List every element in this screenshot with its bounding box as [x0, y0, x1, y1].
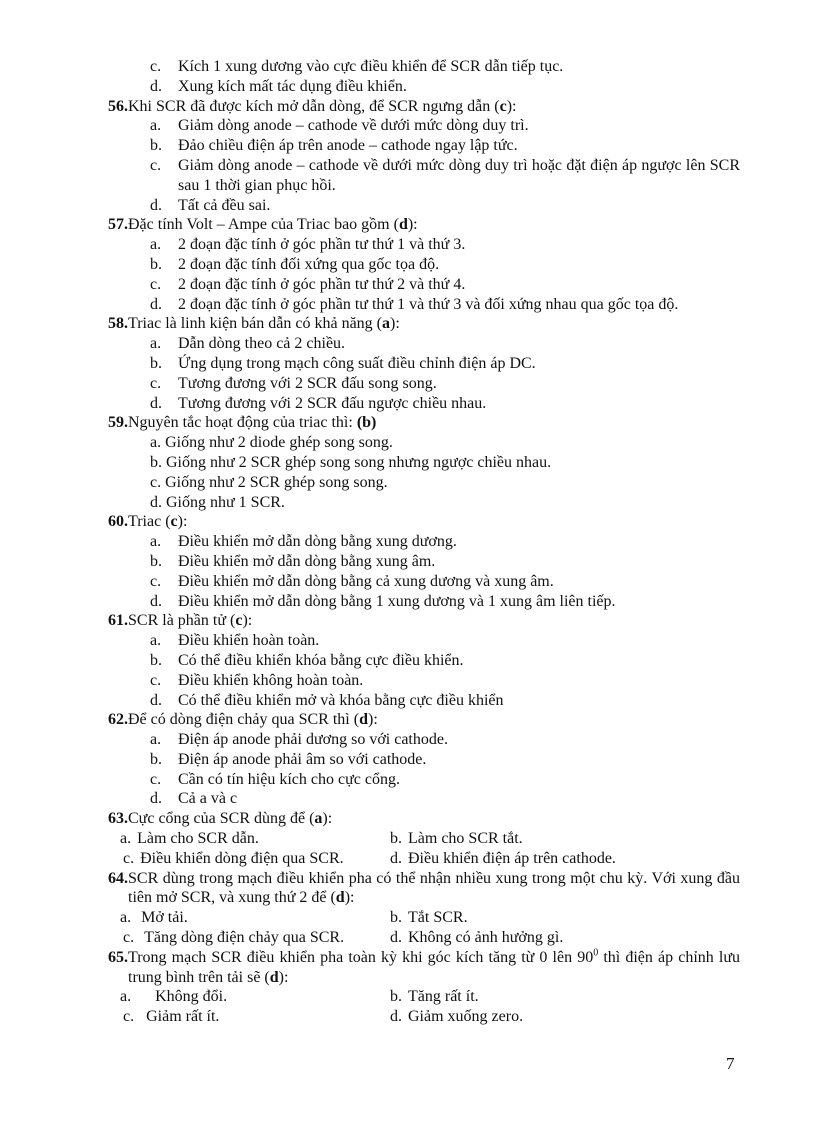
answer-key: d [269, 968, 279, 986]
options-64 [108, 908, 740, 948]
option-56-b: b. Đảo chiều điện áp trên anode – cathode ngay lập tức. [150, 137, 518, 155]
option-57-c: c. 2 đoạn đặc tính ở góc phần tư thứ 2 và thứ 4. [150, 275, 466, 293]
question-63: 63. Cực cổng của SCR dùng để (a): [108, 810, 333, 828]
option-61-b: b. Có thể điều khiển khóa bằng cực điều khiển. [150, 651, 464, 669]
option-58-a: a. Dẫn dòng theo cả 2 chiều. [150, 335, 346, 353]
answer-key: d [335, 889, 345, 907]
option-64-a: a. Mở tải. [120, 909, 188, 927]
option-56-a: a. Giảm dòng anode – cathode về dưới mức dòng duy trì. [150, 117, 529, 135]
options-63 [108, 829, 740, 869]
option-65-a: a. Không đổi. [120, 988, 228, 1006]
option-61-c: c. Điều khiển không hoàn toàn. [150, 671, 364, 689]
answer-key: d [359, 711, 368, 729]
option-63-b: b. Làm cho SCR tắt. [390, 830, 523, 848]
option-65-b: b. Tăng rất ít. [390, 988, 479, 1006]
option-60-c: c. Điều khiển mở dẫn dòng bằng cả xung dương và xung âm. [150, 572, 554, 590]
option-63-c: c. Điều khiển dòng điện qua SCR. [123, 849, 344, 867]
option-57-b: b. 2 đoạn đặc tính đối xứng qua gốc tọa độ. [150, 255, 440, 273]
option-65-c: c. Giảm rất ít. [123, 1008, 220, 1026]
option-58-c: c. Tương đương với 2 SCR đấu song song. [150, 374, 437, 392]
option-55-c: c. Kích 1 xung dương vào cực điều khiển để SCR dẫn tiếp tục. [150, 58, 564, 75]
option-64-d: d. Không có ảnh hưởng gì. [390, 929, 564, 947]
question-64: 64. SCR dùng trong mạch điều khiển pha có thể nhận nhiều xung trong một chu kỳ. Với xung đầu tiên mở SCR, và xung thứ 2 để (d): [108, 869, 740, 907]
option-60-b: b. Điều khiển mở dẫn dòng bằng xung âm. [150, 552, 436, 570]
question-56: 56. Khi SCR đã được kích mở dẫn dòng, để SCR ngưng dẫn (c): [108, 97, 517, 115]
answer-key: a [382, 315, 391, 333]
question-57: 57. Đặc tính Volt – Ampe của Triac bao gồm (d): [108, 216, 418, 234]
question-58: 58. Triac là linh kiện bán dẫn có khả năng (a): [108, 315, 400, 333]
option-62-c: c. Cần có tín hiệu kích cho cực cổng. [150, 770, 400, 788]
option-62-d: d. Cả a và c [150, 790, 238, 808]
question-62: 62. Để có dòng điện chảy qua SCR thì (d): [108, 711, 378, 729]
option-65-d: d. Giảm xuống zero. [390, 1008, 524, 1026]
option-64-c: c. Tăng dòng điện chảy qua SCR. [123, 929, 345, 947]
option-60-d: d. Điều khiển mở dẫn dòng bằng 1 xung dương và 1 xung âm liên tiếp. [150, 592, 616, 610]
option-62-b: b. Điện áp anode phải âm so với cathode. [150, 750, 427, 768]
option-62-a: a. Điện áp anode phải dương so với cathode. [150, 731, 448, 749]
option-60-a: a. Điều khiển mở dẫn dòng bằng xung dương. [150, 533, 457, 551]
question-60: 60. Triac (c): [108, 513, 188, 531]
option-58-d: d. Tương đương với 2 SCR đấu ngược chiều nhau. [150, 394, 487, 412]
answer-key: c [235, 612, 243, 630]
answer-key: d [398, 216, 408, 234]
options-65 [108, 987, 740, 1027]
answer-key: (b) [356, 414, 377, 432]
option-61-d: d. Có thể điều khiển mở và khóa bằng cực điều khiển [150, 691, 504, 709]
option-63-d: d. Điều khiển điện áp trên cathode. [390, 849, 616, 867]
option-64-b: b. Tắt SCR. [390, 909, 468, 927]
option-55-d: d. Xung kích mất tác dụng điều khiển. [150, 77, 407, 95]
option-59-b: b. Giống như 2 SCR ghép song song nhưng ngược chiều nhau. [150, 453, 552, 471]
answer-key: a [314, 810, 323, 828]
option-59-a: a. Giống như 2 diode ghép song song. [150, 434, 393, 452]
page-content [108, 57, 740, 1027]
option-56-d: d. Tất cả đều sai. [150, 196, 271, 214]
option-57-d: d. 2 đoạn đặc tính ở góc phần tư thứ 1 và thứ 3 và đối xứng nhau qua gốc tọa độ. [150, 295, 679, 313]
option-58-b: b. Ứng dụng trong mạch công suất điều chỉnh điện áp DC. [150, 354, 536, 372]
option-61-a: a. Điều khiển hoàn toàn. [150, 632, 320, 650]
question-59: 59. Nguyên tắc hoạt động của triac thì: (b) [108, 414, 377, 432]
question-61: 61. SCR là phần tử (c): [108, 612, 253, 630]
answer-key: c [499, 97, 507, 115]
page-number: 7 [726, 1054, 735, 1073]
option-57-a: a. 2 đoạn đặc tính ở góc phần tư thứ 1 và thứ 3. [150, 236, 466, 254]
question-65: 65. Trong mạch SCR điều khiển pha toàn kỳ khi góc kích tăng từ 0 lên $90^0$ thì điện áp chỉnh lưu trung bình trên tải sẽ (d): [108, 947, 741, 986]
option-59-d: d. Giống như 1 SCR. [150, 493, 285, 511]
answer-key: c [170, 513, 178, 531]
option-63-a: a. Làm cho SCR dẫn. [120, 830, 259, 848]
option-59-c: c. Giống như 2 SCR ghép song song. [150, 473, 388, 491]
option-56-c: c. Giảm dòng anode – cathode về dưới mức dòng duy trì hoặc đặt điện áp ngược lên SCR sau 1 thời gian phục hồi. [150, 156, 740, 194]
